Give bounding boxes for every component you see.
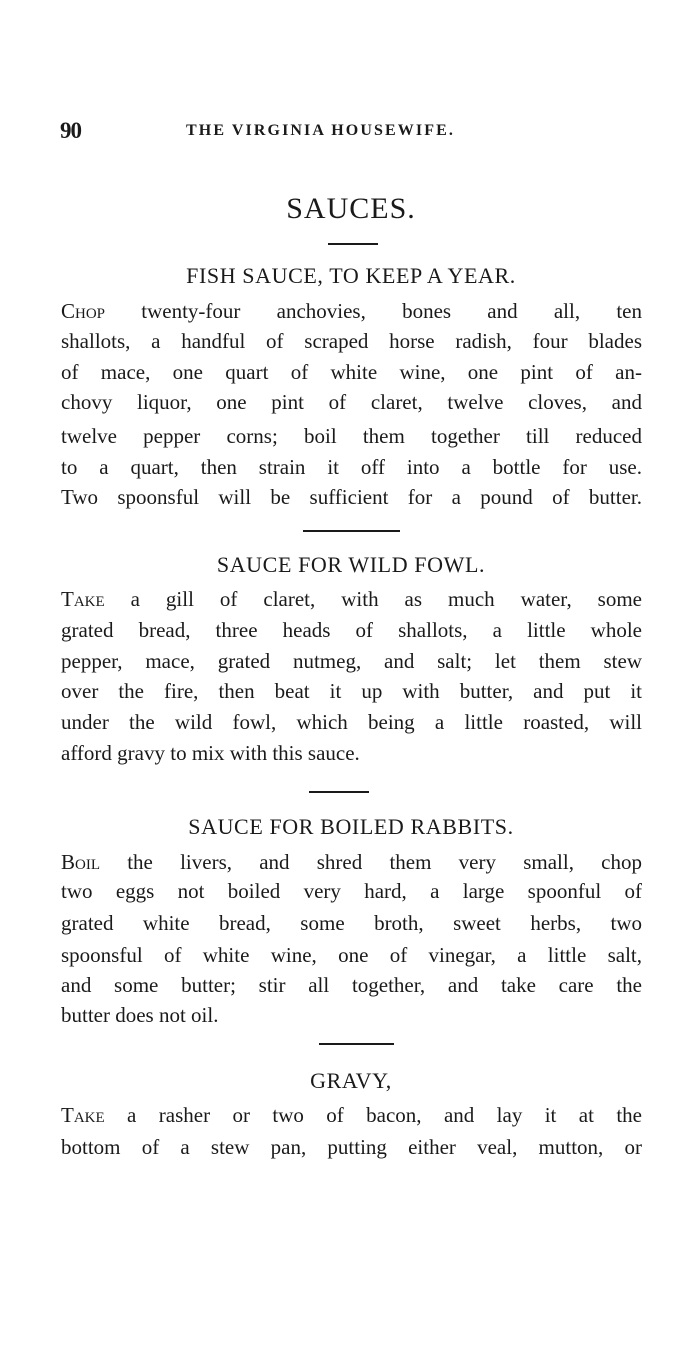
- recipe-line: and some butter; stir all together, and take care the: [61, 973, 642, 997]
- recipe-line: Boil the livers, and shred them very small, chop: [61, 850, 642, 874]
- lead-word: Take: [61, 1103, 105, 1127]
- recipe-line: bottom of a stew pan, putting either veal, mutton, or: [61, 1135, 642, 1159]
- recipe-line: spoonsful of white wine, one of vinegar, a little salt,: [61, 943, 642, 967]
- recipe-line: shallots, a handful of scraped horse radish, four blades: [61, 329, 642, 353]
- recipe-title-gravy: GRAVY,: [310, 1068, 392, 1093]
- lead-word: Take: [61, 587, 105, 611]
- recipe-line: grated white bread, some broth, sweet herbs, two: [61, 911, 642, 935]
- section-title: SAUCES.: [286, 192, 416, 225]
- recipe-line: twelve pepper corns; boil them together till reduced: [61, 424, 642, 448]
- recipe-divider: [309, 791, 369, 793]
- recipe-line: Chop twenty-four anchovies, bones and all, ten: [61, 299, 642, 323]
- recipe-line: butter does not oil.: [61, 1003, 219, 1027]
- recipe-line: over the fire, then beat it up with butter, and put it: [61, 679, 642, 703]
- recipe-line: Two spoonsful will be sufficient for a pound of butter.: [61, 485, 642, 509]
- recipe-line: pepper, mace, grated nutmeg, and salt; let them stew: [61, 649, 642, 673]
- recipe-line: under the wild fowl, which being a little roasted, will: [61, 710, 642, 734]
- recipe-divider: [303, 530, 400, 532]
- lead-word: Chop: [61, 299, 106, 323]
- recipe-divider: [319, 1043, 394, 1045]
- recipe-line: to a quart, then strain it off into a bottle for use.: [61, 455, 642, 479]
- running-head: [60, 118, 642, 142]
- page-number: 90: [60, 118, 81, 143]
- recipe-line: Take a rasher or two of bacon, and lay it at the: [61, 1103, 642, 1127]
- recipe-title-wild-fowl: SAUCE FOR WILD FOWL.: [216, 552, 486, 577]
- recipe-line: grated bread, three heads of shallots, a little whole: [61, 618, 642, 642]
- recipe-line: Take a gill of claret, with as much water, some: [61, 587, 642, 611]
- recipe-line: two eggs not boiled very hard, a large spoonful of: [61, 879, 642, 903]
- recipe-title-boiled-rabbits: SAUCE FOR BOILED RABBITS.: [188, 814, 514, 839]
- running-title: THE VIRGINIA HOUSEWIFE.: [186, 122, 455, 139]
- recipe-line: afford gravy to mix with this sauce.: [61, 741, 360, 765]
- recipe-line: of mace, one quart of white wine, one pint of an-: [61, 360, 642, 384]
- recipe-title-fish-sauce: FISH SAUCE, TO KEEP A YEAR.: [186, 263, 516, 288]
- section-divider: [328, 243, 378, 245]
- lead-word: Boil: [61, 850, 100, 874]
- recipe-line: chovy liquor, one pint of claret, twelve cloves, and: [61, 390, 642, 414]
